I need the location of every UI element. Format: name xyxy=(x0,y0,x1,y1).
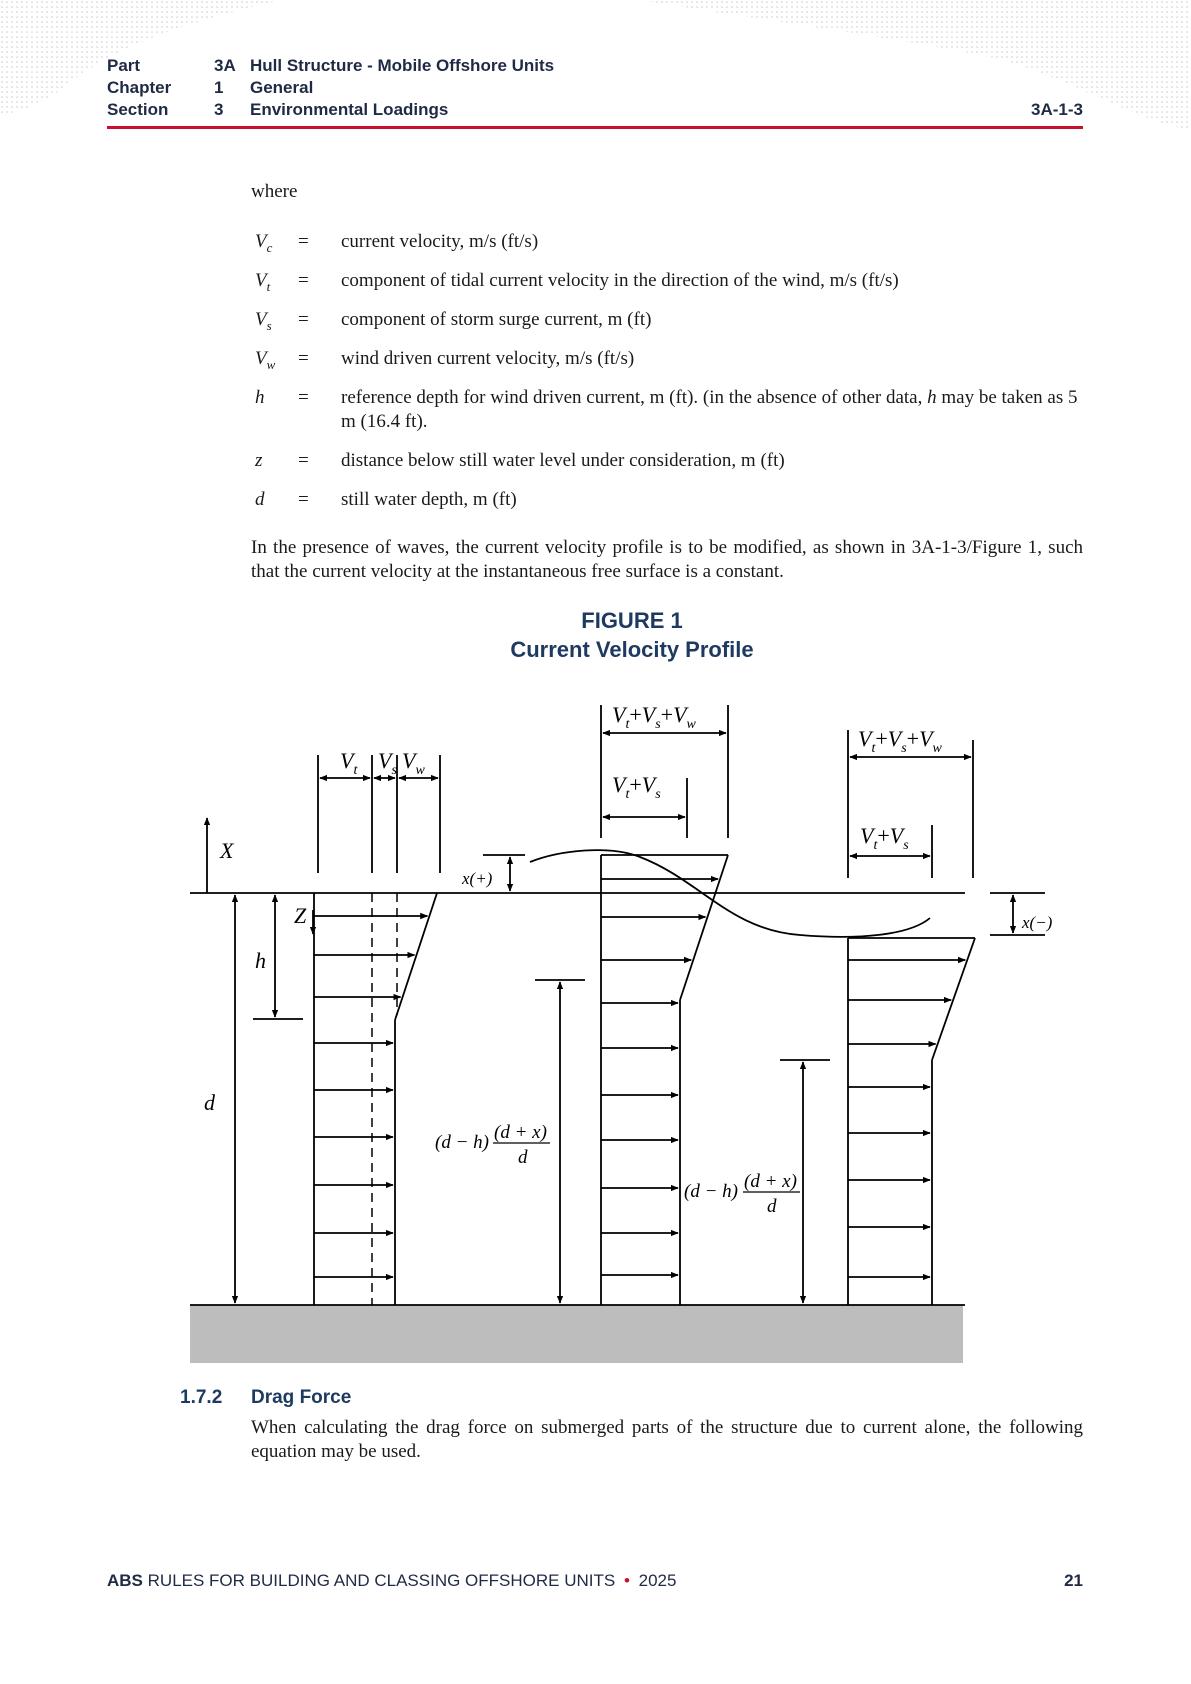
definition-symbol: V xyxy=(255,348,267,369)
definition-subscript: s xyxy=(266,317,272,333)
label-z: Z xyxy=(294,903,307,928)
definition-d xyxy=(251,488,1083,512)
header-decoration xyxy=(0,0,1191,140)
section-number: 3 xyxy=(214,100,224,119)
label-vt-vs-vw-2: $V_t+V_s+V_w$ xyxy=(612,702,696,732)
definition-equals: = xyxy=(298,387,309,408)
definition-symbol: V xyxy=(255,270,267,291)
definition-equals: = xyxy=(298,450,309,471)
label-x-minus: x(−) xyxy=(1022,913,1053,932)
part-number: 3A xyxy=(214,56,236,75)
body-paragraph: In the presence of waves, the current velocity profile is to be modified, as shown in 3A-1-3/Figure 1, such that the current velocity at the instantaneous free surface is a constant. xyxy=(251,537,1083,582)
where-label: where xyxy=(251,181,298,202)
definition-list xyxy=(251,230,1083,527)
definition-text: component of tidal current velocity in the direction of the wind, m/s (ft/s) xyxy=(341,270,899,291)
definition-symbol: V xyxy=(255,231,267,252)
footer-title: RULES FOR BUILDING AND CLASSING OFFSHORE UNITS xyxy=(147,1571,616,1590)
chapter-title: General xyxy=(250,78,314,97)
seabed xyxy=(190,1305,963,1363)
definition-text xyxy=(341,386,1083,434)
definition-text-italic: h xyxy=(927,387,937,408)
label-vw-1: $V_w$ xyxy=(402,748,425,778)
label-dh-1: (d − h) xyxy=(435,1132,489,1153)
footer-bullet: • xyxy=(623,1571,630,1590)
label-vt-vs-3: $V_t+V_s$ xyxy=(860,823,909,853)
definition-text-part: reference depth for wind driven current, m (ft). (in the absence of other data, xyxy=(341,387,928,408)
label-frac-den-1: d xyxy=(518,1147,528,1168)
definition-subscript: t xyxy=(266,278,271,294)
label-x: X xyxy=(220,838,234,863)
label-d: d xyxy=(204,1090,215,1115)
figure-title: Current Velocity Profile xyxy=(510,637,754,662)
label-vt-vs-2: $V_t+V_s$ xyxy=(612,772,661,802)
part-label: Part xyxy=(107,56,141,75)
label-x-plus: x(+) xyxy=(462,869,493,888)
definition-equals: = xyxy=(298,348,309,369)
label-frac-num-2: (d + x) xyxy=(744,1171,797,1192)
definition-text: current velocity, m/s (ft/s) xyxy=(341,231,539,252)
section-label: Section xyxy=(107,100,169,119)
label-frac-num-1: (d + x) xyxy=(494,1122,547,1143)
definition-text: component of storm surge current, m (ft) xyxy=(341,309,652,330)
page-number: 21 xyxy=(1064,1571,1083,1590)
profile-still-water xyxy=(314,755,440,1305)
definition-text: still water depth, m (ft) xyxy=(341,489,517,510)
label-dh-2: (d − h) xyxy=(684,1181,738,1202)
label-vs-1: $V_s$ xyxy=(378,748,397,778)
definition-vs xyxy=(251,308,1083,332)
subsection-paragraph: When calculating the drag force on submerged parts of the structure due to current alone, the following equation may be used. xyxy=(251,1417,1083,1462)
definition-equals: = xyxy=(298,270,309,291)
subsection-number: 1.7.2 xyxy=(180,1387,223,1408)
definition-subscript: w xyxy=(266,356,276,372)
label-vt-1: $V_t$ xyxy=(340,748,358,778)
definition-subscript: c xyxy=(266,239,273,255)
current-velocity-profile-diagram xyxy=(180,695,1100,1370)
header-rule xyxy=(107,126,1083,129)
definition-equals: = xyxy=(298,489,309,510)
header-reference: 3A-1-3 xyxy=(1031,100,1083,119)
footer-year: 2025 xyxy=(638,1571,677,1590)
chapter-number: 1 xyxy=(214,78,224,97)
definition-vc xyxy=(251,230,1083,254)
profile-wave-crest xyxy=(483,705,728,1305)
chapter-label: Chapter xyxy=(107,78,172,97)
figure-number: FIGURE 1 xyxy=(581,608,683,633)
definition-h xyxy=(251,386,1083,434)
definition-symbol: h xyxy=(255,387,265,408)
page-footer xyxy=(107,1571,676,1591)
footer-brand: ABS xyxy=(107,1571,143,1590)
definition-symbol: V xyxy=(255,309,267,330)
definition-text: wind driven current velocity, m/s (ft/s) xyxy=(341,348,635,369)
definition-equals: = xyxy=(298,309,309,330)
definition-equals: = xyxy=(298,231,309,252)
label-frac-den-2: d xyxy=(767,1196,777,1217)
label-vt-vs-vw-3: $V_t+V_s+V_w$ xyxy=(858,726,942,756)
definition-text-part: may be taken as 5 m (16.4 ft). xyxy=(341,387,1078,432)
definition-z xyxy=(251,449,1083,473)
definition-vt xyxy=(251,269,1083,293)
subsection-title: Drag Force xyxy=(251,1387,352,1408)
definition-vw xyxy=(251,347,1083,371)
definition-symbol: z xyxy=(255,450,263,471)
profile-wave-trough xyxy=(780,730,1013,1305)
label-h: h xyxy=(255,948,266,973)
part-title: Hull Structure - Mobile Offshore Units xyxy=(250,56,555,75)
definition-text: distance below still water level under consideration, m (ft) xyxy=(341,450,785,471)
definition-symbol: d xyxy=(255,489,265,510)
section-title: Environmental Loadings xyxy=(250,100,449,119)
